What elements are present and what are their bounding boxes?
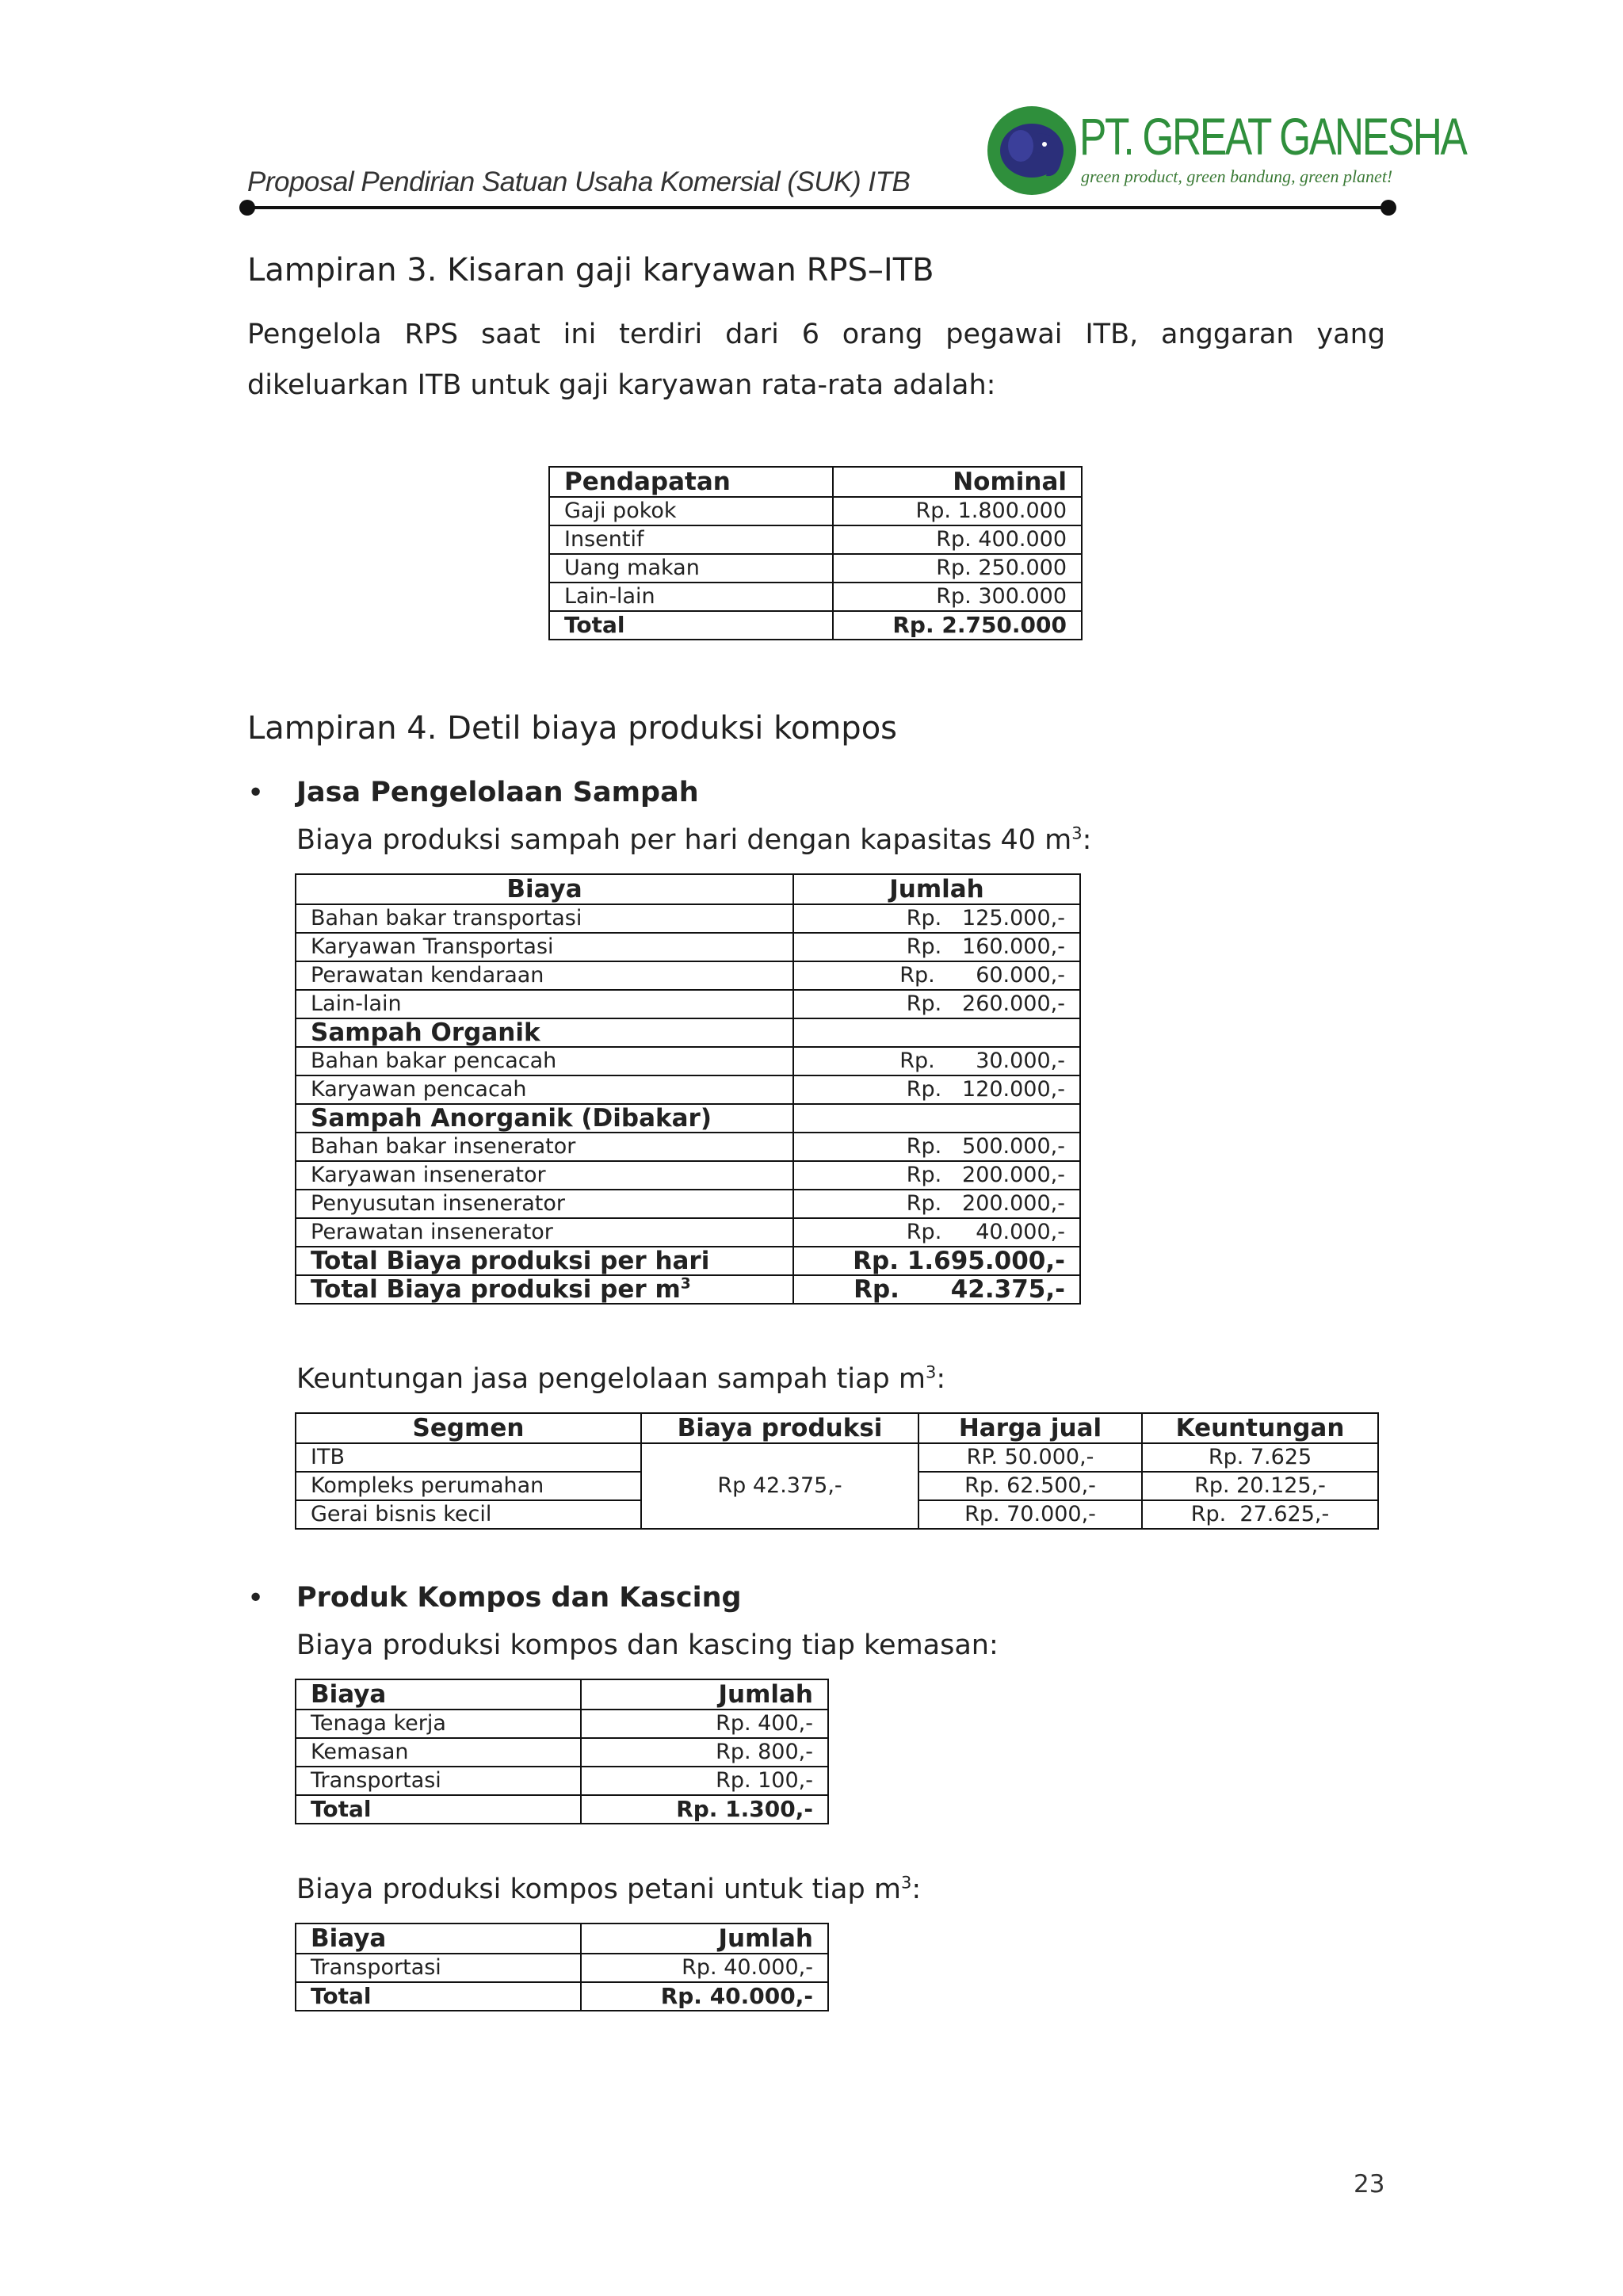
farmer-compost-table: [295, 1923, 829, 2011]
table-row: Karyawan insenerator Rp. 200.000,-: [296, 1161, 1080, 1190]
table-header: Keuntungan: [1142, 1413, 1378, 1443]
section-heading: Lampiran 3. Kisaran gaji karyawan RPS–ITB: [247, 252, 934, 288]
table-total-row: Total Rp. 1.300,-: [296, 1795, 828, 1824]
table-row: Lain-lain Rp. 300.000: [549, 583, 1082, 611]
header-rule: [247, 206, 1388, 209]
table-header: Jumlah: [793, 874, 1080, 904]
table-total-row: Total Biaya produksi per hari Rp. 1.695.000,-: [296, 1247, 1080, 1275]
table-row: Tenaga kerja Rp. 400,-: [296, 1710, 828, 1738]
bullet-icon: •: [247, 1582, 265, 1614]
table-row: Kompleks perumahan Rp. 62.500,- Rp. 20.125,-: [296, 1472, 1378, 1500]
rule-end-dot: [1381, 200, 1396, 216]
table-header: Biaya produksi: [641, 1413, 918, 1443]
table-header: Biaya: [296, 1924, 581, 1954]
logo-tagline: green product, green bandung, green planet!: [1081, 166, 1393, 186]
table-header: Biaya: [296, 1679, 581, 1710]
table-header: Nominal: [833, 467, 1082, 497]
table-header: Jumlah: [581, 1924, 828, 1954]
table-header: Jumlah: [581, 1679, 828, 1710]
table-row: Karyawan Transportasi Rp. 160.000,-: [296, 933, 1080, 961]
table-total-row: Total Rp. 2.750.000: [549, 611, 1082, 640]
table-row: Transportasi Rp. 40.000,-: [296, 1954, 828, 1982]
table-row: Kemasan Rp. 800,-: [296, 1738, 828, 1767]
table-row: Transportasi Rp. 100,-: [296, 1767, 828, 1795]
table-row: Perawatan insenerator Rp. 40.000,-: [296, 1218, 1080, 1247]
table-total-row: Total Biaya produksi per $m^3$ Rp. 42.375,-: [296, 1275, 1080, 1304]
table-header: Pendapatan: [549, 467, 833, 497]
profit-table: [295, 1412, 1379, 1530]
table-row: Lain-lain Rp. 260.000,-: [296, 990, 1080, 1018]
table-row: Bahan bakar insenerator Rp. 500.000,-: [296, 1133, 1080, 1161]
section-paragraph: Pengelola RPS saat ini terdiri dari 6 orang pegawai ITB, anggaran yang dikeluarkan ITB untuk gaji karyawan rata-rata adalah:: [247, 319, 1385, 401]
bullet-title: Jasa Pengelolaan Sampah: [296, 777, 699, 808]
table-group-row: Sampah Organik: [296, 1018, 1080, 1047]
bullet-icon: •: [247, 777, 265, 809]
table-row: Bahan bakar pencacah Rp. 30.000,-: [296, 1047, 1080, 1075]
table-row: Uang makan Rp. 250.000: [549, 554, 1082, 583]
table-header: Biaya: [296, 874, 793, 904]
subtitle: Biaya produksi sampah per hari dengan kapasitas 40 $m^3$:: [296, 823, 1092, 856]
table-header: Harga jual: [918, 1413, 1142, 1443]
rule-end-dot: [239, 200, 255, 216]
compost-cost-table: [295, 1679, 829, 1824]
section-heading: Lampiran 4. Detil biaya produksi kompos: [247, 710, 897, 747]
subtitle: Keuntungan jasa pengelolaan sampah tiap $m^3$:: [296, 1362, 946, 1395]
table-row: Bahan bakar transportasi Rp. 125.000,-: [296, 904, 1080, 933]
table-row: Perawatan kendaraan Rp. 60.000,-: [296, 961, 1080, 990]
subtitle: Biaya produksi kompos dan kascing tiap kemasan:: [296, 1629, 999, 1661]
table-total-row: Total Rp. 40.000,-: [296, 1982, 828, 2011]
logo-name: PT. GREAT GANESHA: [1079, 107, 1466, 166]
table-row: Insentif Rp. 400.000: [549, 525, 1082, 554]
table-header: Segmen: [296, 1413, 641, 1443]
table-row: Karyawan pencacah Rp. 120.000,-: [296, 1075, 1080, 1104]
table-row: Gerai bisnis kecil Rp. 70.000,- Rp. 27.625,-: [296, 1500, 1378, 1529]
shared-cost-cell: Rp 42.375,-: [641, 1443, 918, 1529]
table-row: Penyusutan insenerator Rp. 200.000,-: [296, 1190, 1080, 1218]
waste-cost-table: [295, 873, 1081, 1305]
salary-table: [548, 466, 1083, 640]
bullet-title: Produk Kompos dan Kascing: [296, 1582, 742, 1614]
page-number: 23: [1354, 2170, 1385, 2199]
header-title: Proposal Pendirian Satuan Usaha Komersial (SUK) ITB: [247, 166, 911, 197]
table-group-row: Sampah Anorganik (Dibakar): [296, 1104, 1080, 1133]
subtitle: Biaya produksi kompos petani untuk tiap $m^3$:: [296, 1873, 922, 1905]
table-row: Gaji pokok Rp. 1.800.000: [549, 497, 1082, 525]
table-row: ITB Rp 42.375,- RP. 50.000,- Rp. 7.625: [296, 1443, 1378, 1472]
